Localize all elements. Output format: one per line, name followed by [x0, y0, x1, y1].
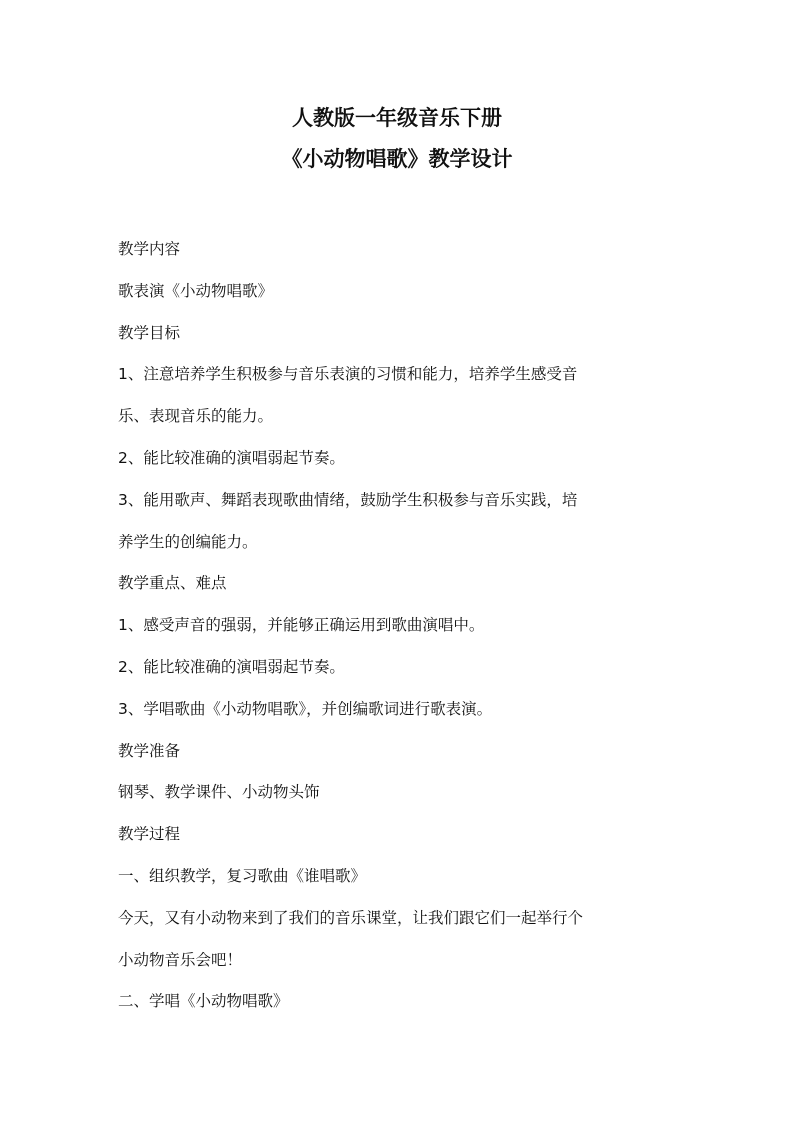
- paragraph-line: 乐、表现音乐的能力。: [118, 407, 274, 426]
- paragraph-line: 一、组织教学，复习歌曲《谁唱歌》: [118, 866, 367, 885]
- section-heading-key-points: 教学重点、难点: [118, 574, 227, 593]
- paragraph-line: 3、学唱歌曲《小动物唱歌》，并创编歌词进行歌表演。: [118, 699, 493, 718]
- document-title-line-1: 人教版一年级音乐下册: [292, 105, 502, 130]
- paragraph-line: 2、能比较准确的演唱弱起节奏。: [118, 657, 345, 676]
- paragraph-line: 3、能用歌声、舞蹈表现歌曲情绪，鼓励学生积极参与音乐实践，培: [118, 490, 578, 509]
- section-heading-objectives: 教学目标: [118, 323, 181, 342]
- section-heading-preparation: 教学准备: [118, 741, 181, 760]
- paragraph-line: 小动物音乐会吧！: [118, 950, 243, 969]
- paragraph-line: 歌表演《小动物唱歌》: [118, 281, 274, 300]
- section-heading-content: 教学内容: [118, 240, 181, 258]
- paragraph-line: 养学生的创编能力。: [118, 532, 258, 551]
- paragraph-line: 钢琴、教学课件、小动物头饰: [118, 783, 320, 802]
- paragraph-line: 2、能比较准确的演唱弱起节奏。: [118, 448, 345, 467]
- paragraph-line: 1、注意培养学生积极参与音乐表演的习惯和能力，培养学生感受音: [118, 365, 578, 384]
- section-heading-process: 教学过程: [118, 825, 181, 844]
- document-title-line-2: 《小动物唱歌》教学设计: [281, 146, 513, 171]
- document-body: [118, 229, 678, 1023]
- paragraph-line: 二、学唱《小动物唱歌》: [118, 992, 289, 1011]
- paragraph-line: 今天，又有小动物来到了我们的音乐课堂，让我们跟它们一起举行个: [118, 908, 584, 927]
- paragraph-line: 1、感受声音的强弱，并能够正确运用到歌曲演唱中。: [118, 616, 485, 635]
